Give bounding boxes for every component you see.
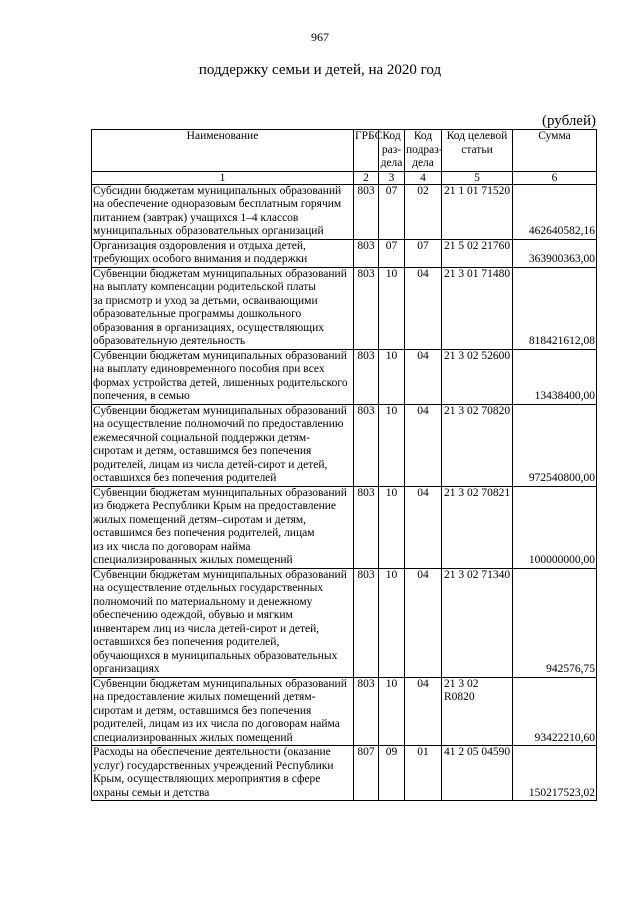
row-target-code: 21 3 02 52600 <box>442 349 513 404</box>
header-row <box>92 130 597 172</box>
row-name-line: на осуществление полномочий по предоставлению <box>93 418 344 430</box>
row-grbs: 803 <box>354 184 379 239</box>
row-sum: 818421612,08 <box>513 267 597 349</box>
row-name <box>92 677 354 746</box>
row-name-line: организациях <box>93 663 160 675</box>
row-name-line: Субвенции бюджетам муниципальных образований <box>93 404 347 417</box>
row-name <box>92 568 354 677</box>
row-name-line: формах устройства детей, лишенных родительского <box>93 376 348 389</box>
row-name-line: оставшимся без попечения родителей, лицам <box>93 527 315 539</box>
row-name <box>92 349 354 404</box>
row-name-line: на выплату компенсации родительской платы <box>93 281 317 293</box>
row-target-code: 21 3 02 70821 <box>442 486 513 568</box>
row-target-code: 21 1 01 71520 <box>442 184 513 239</box>
header-grbs: ГРБС <box>354 130 379 172</box>
column-number: 2 <box>354 171 379 184</box>
column-number: 1 <box>92 171 354 184</box>
row-sum: 100000000,00 <box>513 486 597 568</box>
header-name: Наименование <box>92 130 354 172</box>
unit-label: (рублей) <box>541 113 596 129</box>
row-name-line: требующих особого внимания и поддержки <box>93 253 308 265</box>
row-podrazdel: 07 <box>405 239 442 267</box>
column-number: 3 <box>379 171 405 184</box>
row-name-line: Субвенции бюджетам муниципальных образований <box>93 349 347 362</box>
header-razdel-line: дела <box>380 157 403 169</box>
row-grbs: 803 <box>354 677 379 746</box>
row-razdel: 10 <box>379 349 405 404</box>
budget-table <box>91 129 597 801</box>
row-name-line: жилых помещений детям–сиротам и детям, <box>93 513 307 526</box>
row-name-line: на предоставление жилых помещений детям- <box>93 691 316 703</box>
row-sum: 972540800,00 <box>513 404 597 486</box>
row-target-code: 21 3 02 R0820 <box>442 677 513 746</box>
row-name-line: оставшихся без попечения родителей, <box>93 636 280 648</box>
row-target-code: 21 3 02 71340 <box>442 568 513 677</box>
column-number-row <box>92 171 597 184</box>
row-name-line: сиротам и детям, оставшимся без попечения <box>93 704 312 717</box>
row-grbs: 803 <box>354 486 379 568</box>
row-razdel: 10 <box>379 568 405 677</box>
row-target-code: 21 3 01 71480 <box>442 267 513 349</box>
row-razdel: 10 <box>379 486 405 568</box>
header-podrazdel-line: подраз- <box>406 143 443 156</box>
row-target-code: 41 2 05 04590 <box>442 746 513 801</box>
row-name-line: ежемесячной социальной поддержки детям- <box>93 431 310 444</box>
header-razdel-line: Код <box>382 130 401 142</box>
column-number: 6 <box>513 171 597 184</box>
row-razdel: 10 <box>379 404 405 486</box>
row-razdel: 09 <box>379 746 405 801</box>
header-podrazdel <box>405 130 442 172</box>
row-name <box>92 404 354 486</box>
table-row <box>92 239 597 267</box>
row-razdel: 10 <box>379 267 405 349</box>
row-razdel: 07 <box>379 184 405 239</box>
row-name-line: оставшихся без попечения родителей <box>93 472 277 484</box>
header-razdel-line: раз- <box>381 143 402 156</box>
row-sum: 13438400,00 <box>513 349 597 404</box>
row-razdel: 07 <box>379 239 405 267</box>
row-sum: 93422210,60 <box>513 677 597 746</box>
row-podrazdel: 01 <box>405 746 442 801</box>
row-podrazdel: 02 <box>405 184 442 239</box>
row-grbs: 803 <box>354 349 379 404</box>
row-sum: 363900363,00 <box>513 239 597 267</box>
row-name-line: сиротам и детям, оставшимся без попечения <box>93 445 312 457</box>
row-name-line: услуг) государственных учреждений Республики <box>93 759 334 772</box>
row-name-line: Расходы на обеспечение деятельности (оказание <box>93 746 331 758</box>
header-podrazdel-line: Код <box>413 130 433 142</box>
row-name-line: специализированных жилых помещений <box>93 554 293 566</box>
row-podrazdel: 04 <box>405 404 442 486</box>
row-name <box>92 239 354 267</box>
row-name-line: Крым, осуществляющих мероприятия в сфере <box>93 773 321 785</box>
header-sum: Сумма <box>513 130 597 172</box>
row-name <box>92 267 354 349</box>
row-name-line: Субвенции бюджетам муниципальных образований <box>93 486 347 499</box>
table-body <box>92 184 597 801</box>
row-target-code: 21 3 02 70820 <box>442 404 513 486</box>
column-number: 5 <box>442 171 513 184</box>
row-name-line: обучающихся в муниципальных образовательных <box>93 649 338 662</box>
row-name-line: из бюджета Республики Крым на предоставление <box>93 500 336 512</box>
header-razdel <box>379 130 405 172</box>
row-name-line: попечения, в семью <box>93 390 190 402</box>
header-target <box>442 130 513 172</box>
row-razdel: 10 <box>379 677 405 746</box>
row-name-line: муниципальных образовательных организаций <box>93 225 324 237</box>
row-name-line: Субсидии бюджетам муниципальных образований <box>93 184 342 197</box>
table-row <box>92 568 597 677</box>
table-row <box>92 677 597 746</box>
row-grbs: 803 <box>354 404 379 486</box>
row-name-line: на обеспечение одноразовым бесплатным горячим <box>93 198 342 210</box>
header-podrazdel-line: дела <box>412 157 434 169</box>
row-podrazdel: 04 <box>405 267 442 349</box>
row-sum: 942576,75 <box>513 568 597 677</box>
row-name-line: Организация оздоровления и отдыха детей, <box>93 239 306 252</box>
row-name-line: инвентарем лиц из числа детей-сирот и детей, <box>93 622 320 635</box>
row-name-line: питанием (завтрак) учащихся 1–4 классов <box>93 211 299 224</box>
table-row <box>92 486 597 568</box>
row-name-line: специализированных жилых помещений <box>93 731 293 744</box>
row-name-line: родителей, лицам из их числа по договорам найма <box>93 718 340 730</box>
row-name <box>92 746 354 801</box>
row-name-line: за присмотр и уход за детьми, осваивающими <box>93 294 318 307</box>
row-target-code: 21 5 02 21760 <box>442 239 513 267</box>
document-title: поддержку семьи и детей, на 2020 год <box>198 62 442 78</box>
table-row <box>92 184 597 239</box>
row-name-line: обеспечению одеждой, обувью и мягким <box>93 609 293 621</box>
header-target-line: статьи <box>461 143 493 156</box>
row-name-line: охраны семьи и детства <box>93 786 210 799</box>
row-podrazdel: 04 <box>405 568 442 677</box>
row-podrazdel: 04 <box>405 486 442 568</box>
row-grbs: 807 <box>354 746 379 801</box>
row-name-line: полномочий по материальному и денежному <box>93 595 313 608</box>
row-grbs: 803 <box>354 239 379 267</box>
row-grbs: 803 <box>354 267 379 349</box>
row-name-line: на выплату единовременного пособия при всех <box>93 363 325 375</box>
row-name <box>92 184 354 239</box>
table-row <box>92 349 597 404</box>
row-podrazdel: 04 <box>405 349 442 404</box>
row-grbs: 803 <box>354 568 379 677</box>
row-sum: 150217523,02 <box>513 746 597 801</box>
row-name-line: образовательные программы дошкольного <box>93 308 302 320</box>
row-name-line: из их числа по договорам найма <box>93 540 251 553</box>
page-number: 967 <box>311 30 329 44</box>
row-name-line: Субвенции бюджетам муниципальных образований <box>93 568 347 581</box>
table-row <box>92 746 597 801</box>
row-name-line: Субвенции бюджетам муниципальных образований <box>93 677 347 690</box>
column-number: 4 <box>405 171 442 184</box>
row-name-line: на осуществление отдельных государственных <box>93 582 324 594</box>
row-name-line: образовательную деятельность <box>93 335 246 347</box>
row-name-line: родителей, лицам из числа детей-сирот и детей, <box>93 458 328 471</box>
row-sum: 462640582,16 <box>513 184 597 239</box>
row-podrazdel: 04 <box>405 677 442 746</box>
row-name-line: образования в организациях, осуществляющих <box>93 321 324 334</box>
table-row <box>92 404 597 486</box>
header-target-line: Код целевой <box>446 130 508 142</box>
row-name <box>92 486 354 568</box>
table-row <box>92 267 597 349</box>
row-name-line: Субвенции бюджетам муниципальных образований <box>93 267 347 280</box>
